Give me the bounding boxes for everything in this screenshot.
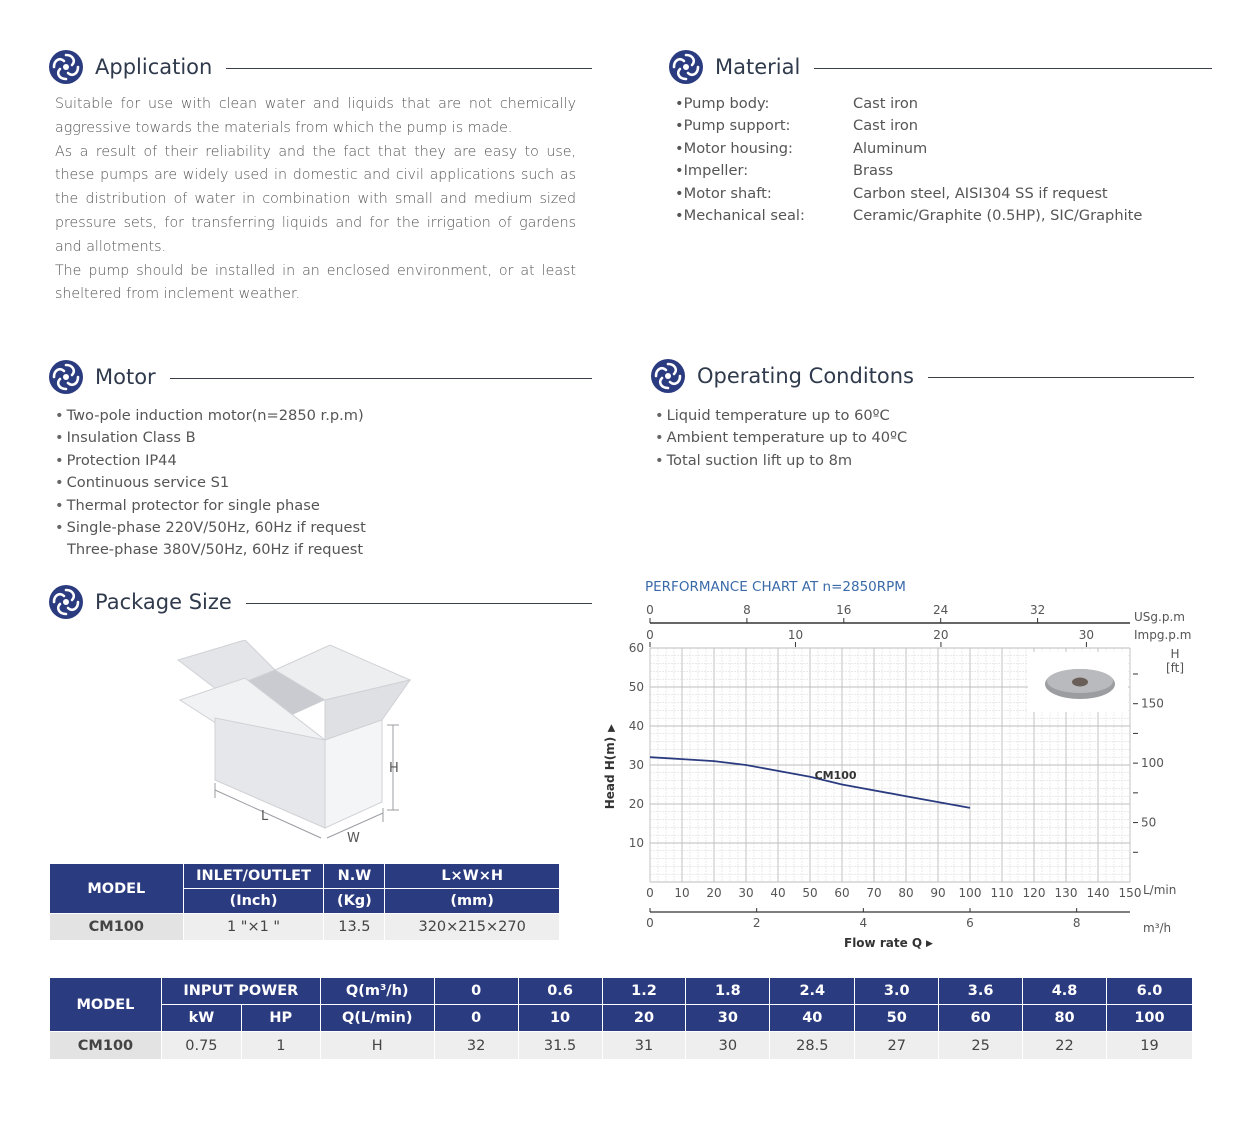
application-paragraph-1: Suitable for use with clean water and liquids that are not chemically aggressive towards the materials from which the pump is made. xyxy=(55,96,576,136)
chart-x-tick-label: 80 xyxy=(898,886,914,900)
package-title: Package Size xyxy=(95,590,232,614)
chart-m3h-tick-label: 2 xyxy=(752,916,761,930)
package-rule xyxy=(246,603,592,604)
package-header xyxy=(48,584,592,620)
chart-impgpm-tick-label: 20 xyxy=(933,628,949,642)
perf-cell-h-label: H xyxy=(320,1032,434,1060)
material-row: •Pump body: Cast iron xyxy=(675,93,1142,115)
material-title: Material xyxy=(715,55,801,79)
material-value: Aluminum xyxy=(853,139,928,157)
application-rule xyxy=(226,68,592,69)
chart-usgpm-tick-label: 32 xyxy=(1029,603,1046,617)
brand-swirl-icon xyxy=(48,584,84,620)
chart-y-axis-arrow-icon: ▶ xyxy=(606,724,617,732)
perf-header-model: MODEL xyxy=(50,978,162,1032)
perf-cell-head: 22 xyxy=(1023,1032,1107,1060)
chart-impgpm-tick-label: 30 xyxy=(1078,628,1095,642)
performance-table xyxy=(49,977,1193,1060)
perf-cell-model: CM100 xyxy=(50,1032,162,1060)
material-value: Ceramic/Graphite (0.5HP), SIC/Graphite xyxy=(853,207,1143,225)
chart-x-tick-label: 130 xyxy=(1054,886,1078,900)
perf-header-q-m3h-value: 1.2 xyxy=(602,978,686,1005)
perf-header-q-lmin: Q(L/min) xyxy=(320,1005,434,1032)
perf-header-q-lmin-value: 60 xyxy=(939,1005,1023,1032)
chart-x-tick-label: 60 xyxy=(834,886,850,900)
perf-header-q-m3h-value: 3.6 xyxy=(939,978,1023,1005)
list-item: • Protection IP44 xyxy=(55,451,177,469)
chart-m3h-tick-label: 6 xyxy=(966,916,974,930)
package-box-illustration xyxy=(175,640,420,850)
material-row: •Impeller: Brass xyxy=(675,160,1142,182)
chart-x-unit-label: L/min xyxy=(1143,883,1177,897)
perf-header-q-m3h-value: 1.8 xyxy=(686,978,770,1005)
impeller-icon-hub xyxy=(1072,678,1088,687)
chart-x-tick-label: 150 xyxy=(1118,886,1142,900)
chart-m3h-tick-label: 8 xyxy=(1072,916,1081,930)
chart-x-tick-label: 90 xyxy=(930,886,946,900)
perf-header-q-m3h-value: 2.4 xyxy=(770,978,855,1005)
box-label-h: H xyxy=(389,761,399,776)
perf-cell-head: 19 xyxy=(1106,1032,1192,1060)
package-header-dims: L×W×H xyxy=(385,864,560,889)
material-value: Cast iron xyxy=(853,117,919,135)
list-item: • Ambient temperature up to 40ºC xyxy=(655,429,908,447)
chart-x-tick-label: 120 xyxy=(1022,886,1046,900)
application-header xyxy=(48,49,592,85)
perf-header-q-m3h-value: 4.8 xyxy=(1023,978,1107,1005)
package-cell-inlet: 1 "×1 " xyxy=(183,914,324,941)
operating-list xyxy=(655,405,907,472)
chart-ft-tick-label: 50 xyxy=(1141,815,1157,830)
perf-header-q-m3h-value: 3.0 xyxy=(855,978,939,1005)
list-item: • Single-phase 220V/50Hz, 60Hz if request xyxy=(55,519,366,537)
brand-swirl-icon xyxy=(48,359,84,395)
perf-header-q-lmin-value: 100 xyxy=(1106,1005,1192,1032)
list-item: • Insulation Class B xyxy=(55,429,196,447)
chart-y-axis-label: Head H(m) xyxy=(603,736,617,810)
application-title: Application xyxy=(95,55,213,79)
motor-rule xyxy=(170,378,592,379)
perf-header-q-lmin-value: 20 xyxy=(602,1005,686,1032)
chart-x-tick-label: 70 xyxy=(866,886,882,900)
application-paragraph-2: As a result of their reliability and the fact that they are easy to use, these pumps are widely used in domestic and civil applications such as the distribution of water in combination with small and medium sized pressure sets, for transferring liquids and for the irrigation of gardens and allotments. xyxy=(55,143,576,255)
chart-y-tick-label: 10 xyxy=(628,836,644,850)
package-header-dims-unit: (mm) xyxy=(385,889,560,914)
perf-header-q-m3h-value: 6.0 xyxy=(1106,978,1192,1005)
material-key: Pump support: xyxy=(683,117,791,135)
chart-x-tick-label: 140 xyxy=(1086,886,1110,900)
list-item: • Total suction lift up to 8m xyxy=(655,451,853,469)
motor-header xyxy=(48,359,592,395)
package-cell-model: CM100 xyxy=(50,914,184,941)
package-header-inlet-unit: (Inch) xyxy=(183,889,324,914)
perf-cell-kw: 0.75 xyxy=(161,1032,241,1060)
perf-cell-head: 27 xyxy=(855,1032,939,1060)
perf-header-q-m3h: Q(m³/h) xyxy=(320,978,434,1005)
chart-x-tick-label: 20 xyxy=(706,886,722,900)
material-key: Motor housing: xyxy=(683,139,793,157)
application-text xyxy=(55,93,576,307)
chart-x-tick-label: 40 xyxy=(770,886,786,900)
chart-ft-tick-label: 100 xyxy=(1141,756,1164,771)
perf-cell-head: 31.5 xyxy=(518,1032,602,1060)
package-header-nw: N.W xyxy=(324,864,385,889)
application-paragraph-3: The pump should be installed in an enclosed environment, or at least sheltered from inclement weather. xyxy=(55,262,576,303)
perf-cell-head: 30 xyxy=(686,1032,770,1060)
chart-ft-label-unit: [ft] xyxy=(1165,661,1185,675)
perf-header-input-power: INPUT POWER xyxy=(161,978,320,1005)
chart-impgpm-tick-label: 10 xyxy=(787,628,804,642)
chart-usgpm-unit-label: USg.p.m xyxy=(1134,610,1185,624)
chart-x-tick-label: 30 xyxy=(738,886,754,900)
material-row: •Motor shaft: Carbon steel, AISI304 SS if request xyxy=(675,183,1142,205)
material-value: Cast iron xyxy=(853,95,919,112)
chart-ft-label-h: H xyxy=(1170,647,1180,661)
package-header-model: MODEL xyxy=(50,864,184,914)
material-key: Mechanical seal: xyxy=(683,207,805,225)
package-table xyxy=(49,863,560,941)
material-key: Motor shaft: xyxy=(683,184,772,202)
material-value: Carbon steel, AISI304 SS if request xyxy=(853,184,1108,202)
operating-header xyxy=(650,358,1194,394)
perf-cell-head: 31 xyxy=(602,1032,686,1060)
list-item: • Thermal protector for single phase xyxy=(55,496,320,514)
chart-series-label: CM100 xyxy=(814,768,857,782)
package-cell-dims: 320×215×270 xyxy=(385,914,560,941)
material-row: •Motor housing: Aluminum xyxy=(675,138,1142,160)
chart-m3h-tick-label: 0 xyxy=(646,916,654,930)
list-item: • Continuous service S1 xyxy=(55,474,230,492)
motor-list xyxy=(55,405,366,562)
material-rule xyxy=(814,68,1212,69)
perf-header-hp: HP xyxy=(241,1005,320,1032)
chart-usgpm-tick-label: 24 xyxy=(933,603,949,617)
chart-x-tick-label: 50 xyxy=(802,886,818,900)
material-list xyxy=(675,93,1142,227)
perf-header-q-m3h-value: 0.6 xyxy=(518,978,602,1005)
chart-impgpm-tick-label: 0 xyxy=(646,628,654,642)
perf-header-q-lmin-value: 10 xyxy=(518,1005,602,1032)
perf-header-q-lmin-value: 80 xyxy=(1023,1005,1107,1032)
perf-cell-hp: 1 xyxy=(241,1032,320,1060)
chart-usgpm-tick-label: 8 xyxy=(743,603,751,617)
perf-header-q-lmin-value: 30 xyxy=(686,1005,770,1032)
chart-x-tick-label: 10 xyxy=(674,886,690,900)
chart-x-tick-label: 100 xyxy=(958,886,982,900)
chart-m3h-tick-label: 4 xyxy=(859,916,868,930)
chart-y-tick-label: 50 xyxy=(628,680,644,694)
brand-swirl-icon xyxy=(650,358,686,394)
box-label-l: L xyxy=(261,809,269,824)
perf-header-q-lmin-value: 50 xyxy=(855,1005,939,1032)
box-label-w: W xyxy=(347,831,360,846)
material-key: Impeller: xyxy=(683,162,749,180)
chart-x-tick-label: 0 xyxy=(646,886,654,900)
operating-rule xyxy=(928,377,1194,378)
motor-title: Motor xyxy=(95,365,156,389)
chart-x-axis-arrow-icon: ▶ xyxy=(926,939,933,949)
brand-swirl-icon xyxy=(668,49,704,85)
chart-y-tick-label: 40 xyxy=(628,719,644,733)
package-header-inlet: INLET/OUTLET xyxy=(183,864,324,889)
perf-cell-head: 32 xyxy=(434,1032,518,1060)
chart-impgpm-unit-label: Impg.p.m xyxy=(1134,628,1192,642)
perf-header-q-lmin-value: 40 xyxy=(770,1005,855,1032)
chart-title: PERFORMANCE CHART AT n=2850RPM xyxy=(645,579,906,595)
chart-y-tick-label: 60 xyxy=(628,641,644,655)
package-cell-nw: 13.5 xyxy=(324,914,385,941)
chart-y-tick-label: 20 xyxy=(628,797,644,811)
material-key: Pump body: xyxy=(683,95,770,112)
chart-x-axis-label: Flow rate Q xyxy=(844,936,923,950)
list-item: • Liquid temperature up to 60ºC xyxy=(655,407,890,424)
perf-cell-head: 28.5 xyxy=(770,1032,855,1060)
material-value: Brass xyxy=(853,162,894,180)
perf-header-q-m3h-value: 0 xyxy=(434,978,518,1005)
chart-x-tick-label: 110 xyxy=(990,886,1014,900)
package-header-nw-unit: (Kg) xyxy=(324,889,385,914)
chart-usgpm-tick-label: 16 xyxy=(836,603,852,617)
list-item: • Two-pole induction motor(n=2850 r.p.m) xyxy=(55,407,364,424)
material-row: •Mechanical seal: Ceramic/Graphite (0.5HP), SIC/Graphite xyxy=(675,205,1142,227)
chart-m3h-unit-label: m³/h xyxy=(1143,921,1172,935)
perf-cell-head: 25 xyxy=(939,1032,1023,1060)
operating-title: Operating Conditons xyxy=(697,364,914,388)
material-row: •Pump support: Cast iron xyxy=(675,115,1142,137)
chart-ft-tick-label: 150 xyxy=(1141,696,1164,711)
perf-header-q-lmin-value: 0 xyxy=(434,1005,518,1032)
list-item-continuation: Three-phase 380V/50Hz, 60Hz if request xyxy=(67,541,364,559)
chart-y-tick-label: 30 xyxy=(628,758,644,772)
material-header xyxy=(668,49,1212,85)
performance-chart xyxy=(590,570,1220,960)
perf-header-kw: kW xyxy=(161,1005,241,1032)
brand-swirl-icon xyxy=(48,49,84,85)
chart-usgpm-tick-label: 0 xyxy=(646,603,654,617)
